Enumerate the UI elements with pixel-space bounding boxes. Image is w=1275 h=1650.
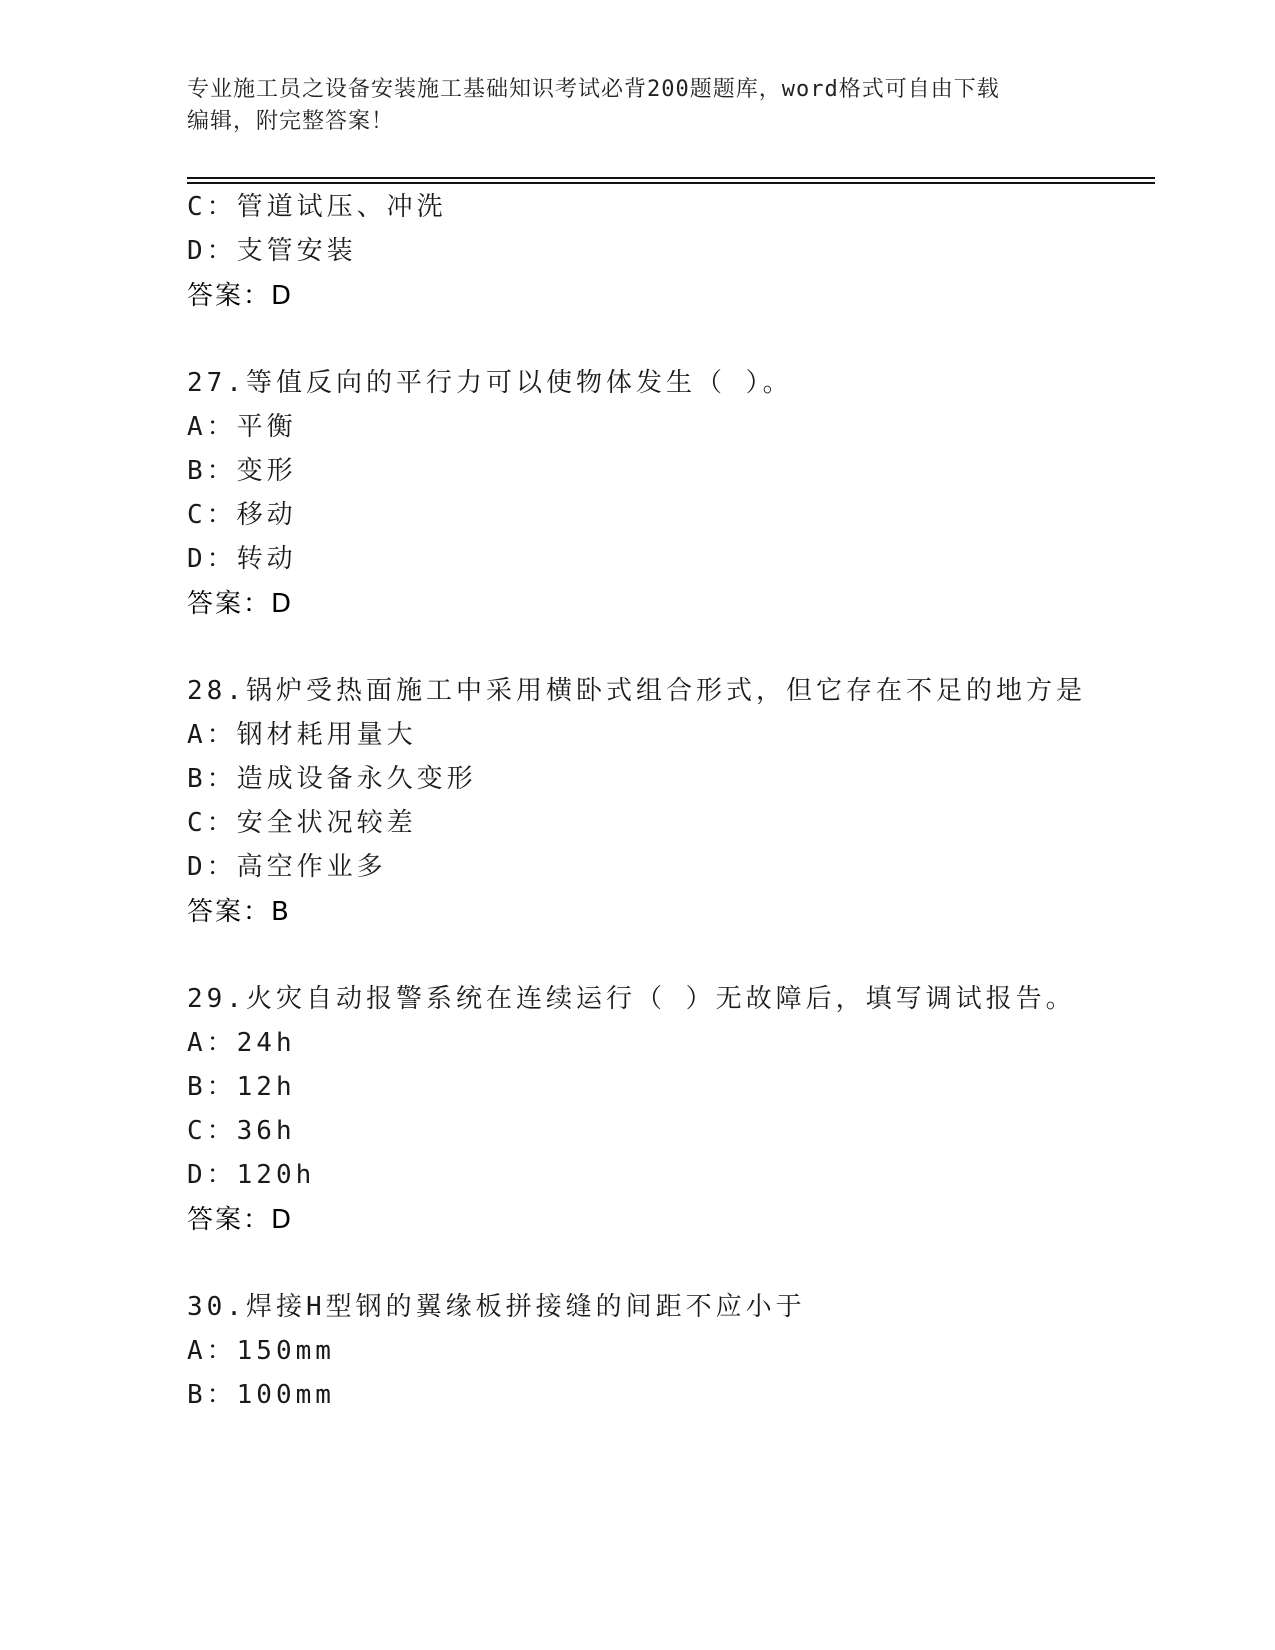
q27-option-d: D：转动 [187, 544, 297, 574]
q29-option-c: C：36h [187, 1116, 296, 1146]
document-header [187, 74, 1087, 138]
q28-answer: 答案：B [187, 897, 291, 927]
q27-option-c: C：移动 [187, 500, 297, 530]
q28-option-c: C：安全状况较差 [187, 808, 417, 838]
q29-answer: 答案：D [187, 1205, 294, 1235]
q29-question: 29.火灾自动报警系统在连续运行（ ）无故障后，填写调试报告。 [187, 984, 1076, 1014]
q26-option-c: C：管道试压、冲洗 [187, 192, 447, 222]
q30-question: 30.焊接H型钢的翼缘板拼接缝的间距不应小于 [187, 1292, 806, 1322]
header-divider-top [187, 177, 1155, 179]
q28-option-b: B：造成设备永久变形 [187, 764, 477, 794]
q26-answer: 答案：D [187, 281, 294, 311]
q27-option-b: B：变形 [187, 456, 297, 486]
header-divider-bottom [187, 182, 1155, 184]
q29-option-d: D：120h [187, 1160, 316, 1190]
q27-question: 27.等值反向的平行力可以使物体发生（ ）。 [187, 368, 793, 398]
q28-question: 28.锅炉受热面施工中采用横卧式组合形式，但它存在不足的地方是 [187, 676, 1086, 706]
q30-option-a: A：150mm [187, 1336, 335, 1366]
header-title-line-1: 专业施工员之设备安装施工基础知识考试必背200题题库，word格式可自由下载 [187, 77, 1000, 102]
q27-answer: 答案：D [187, 589, 294, 619]
header-title-line-2: 编辑，附完整答案！ [187, 109, 395, 134]
q28-option-d: D：高空作业多 [187, 852, 387, 882]
q30-option-b: B：100mm [187, 1380, 335, 1410]
q26-option-d: D：支管安装 [187, 236, 357, 266]
q29-option-a: A：24h [187, 1028, 296, 1058]
q28-option-a: A：钢材耗用量大 [187, 720, 417, 750]
q29-option-b: B：12h [187, 1072, 296, 1102]
q27-option-a: A：平衡 [187, 412, 297, 442]
